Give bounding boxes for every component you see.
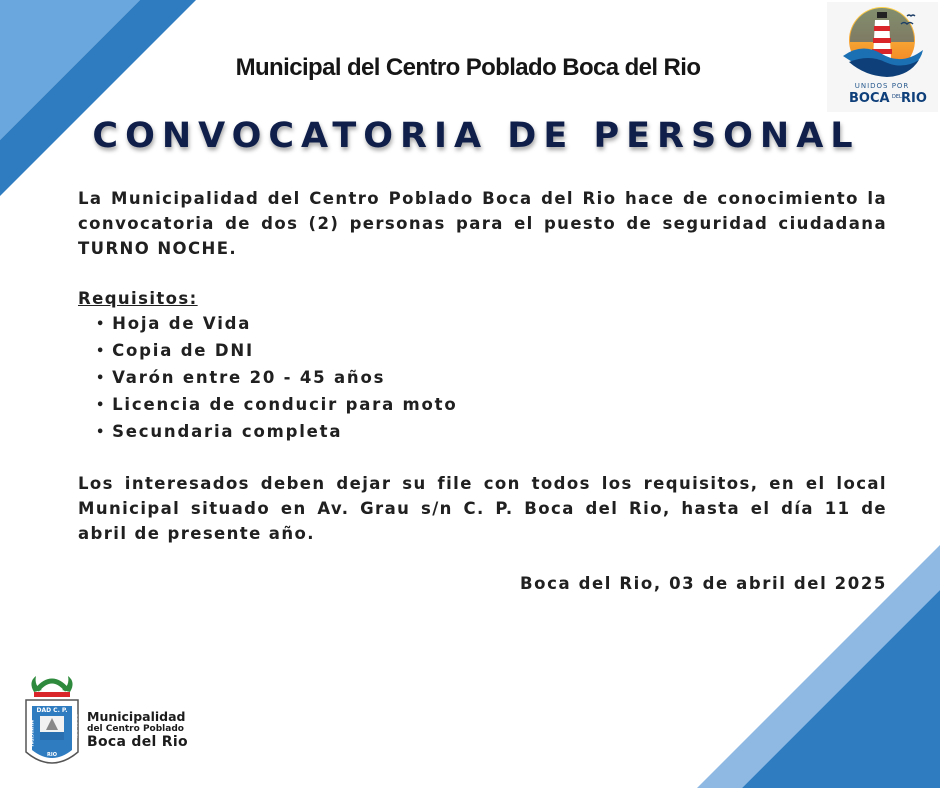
svg-text:MUNICIPAL: MUNICIPAL xyxy=(28,720,33,748)
footer-line-boca-del-rio: Boca del Rio xyxy=(87,734,188,750)
list-item: • Varón entre 20 - 45 años xyxy=(96,365,887,392)
organization-title: Municipal del Centro Poblado Boca del Rio xyxy=(235,54,701,81)
intro-paragraph: La Municipalidad del Centro Poblado Boca del Rio hace de conocimiento la convocatoria de dos (2) personas para el puesto de seguridad ciudadana TURNO NOCHE. xyxy=(78,189,887,258)
requirements-list xyxy=(78,311,887,446)
list-item: • Secundaria completa xyxy=(96,419,887,446)
footer-line-municipalidad: Municipalidad xyxy=(87,709,186,724)
list-item: • Copia de DNI xyxy=(96,338,887,365)
svg-text:DEL: DEL xyxy=(892,94,902,100)
date-line: Boca del Rio, 03 de abril del 2025 xyxy=(520,574,887,593)
instructions-paragraph: Los interesados deben dejar su file con todos los requisitos, en el local Municipal situado en Av. Grau s/n C. P. Boca del Rio, hasta el día 11 de abril de presente año. xyxy=(78,474,887,543)
municipality-footer-name xyxy=(87,710,188,750)
svg-text:RIO: RIO xyxy=(901,91,927,106)
announcement-body xyxy=(78,186,887,596)
bottom-right-dark-stripe xyxy=(742,590,940,788)
svg-text:BOCA DEL: BOCA DEL xyxy=(72,714,77,740)
requirements-heading: Requisitos: xyxy=(78,289,198,308)
page-title: CONVOCATORIA DE PERSONAL xyxy=(92,116,860,156)
svg-text:RIO: RIO xyxy=(47,752,57,758)
svg-text:BOCA: BOCA xyxy=(849,91,890,106)
footer-line-centro-poblado: del Centro Poblado xyxy=(87,724,184,734)
list-item: • Hoja de Vida xyxy=(96,311,887,338)
svg-text:DAD C. P.: DAD C. P. xyxy=(36,707,68,714)
list-item: • Licencia de conducir para moto xyxy=(96,392,887,419)
svg-text:UNIDOS POR: UNIDOS POR xyxy=(854,82,910,90)
